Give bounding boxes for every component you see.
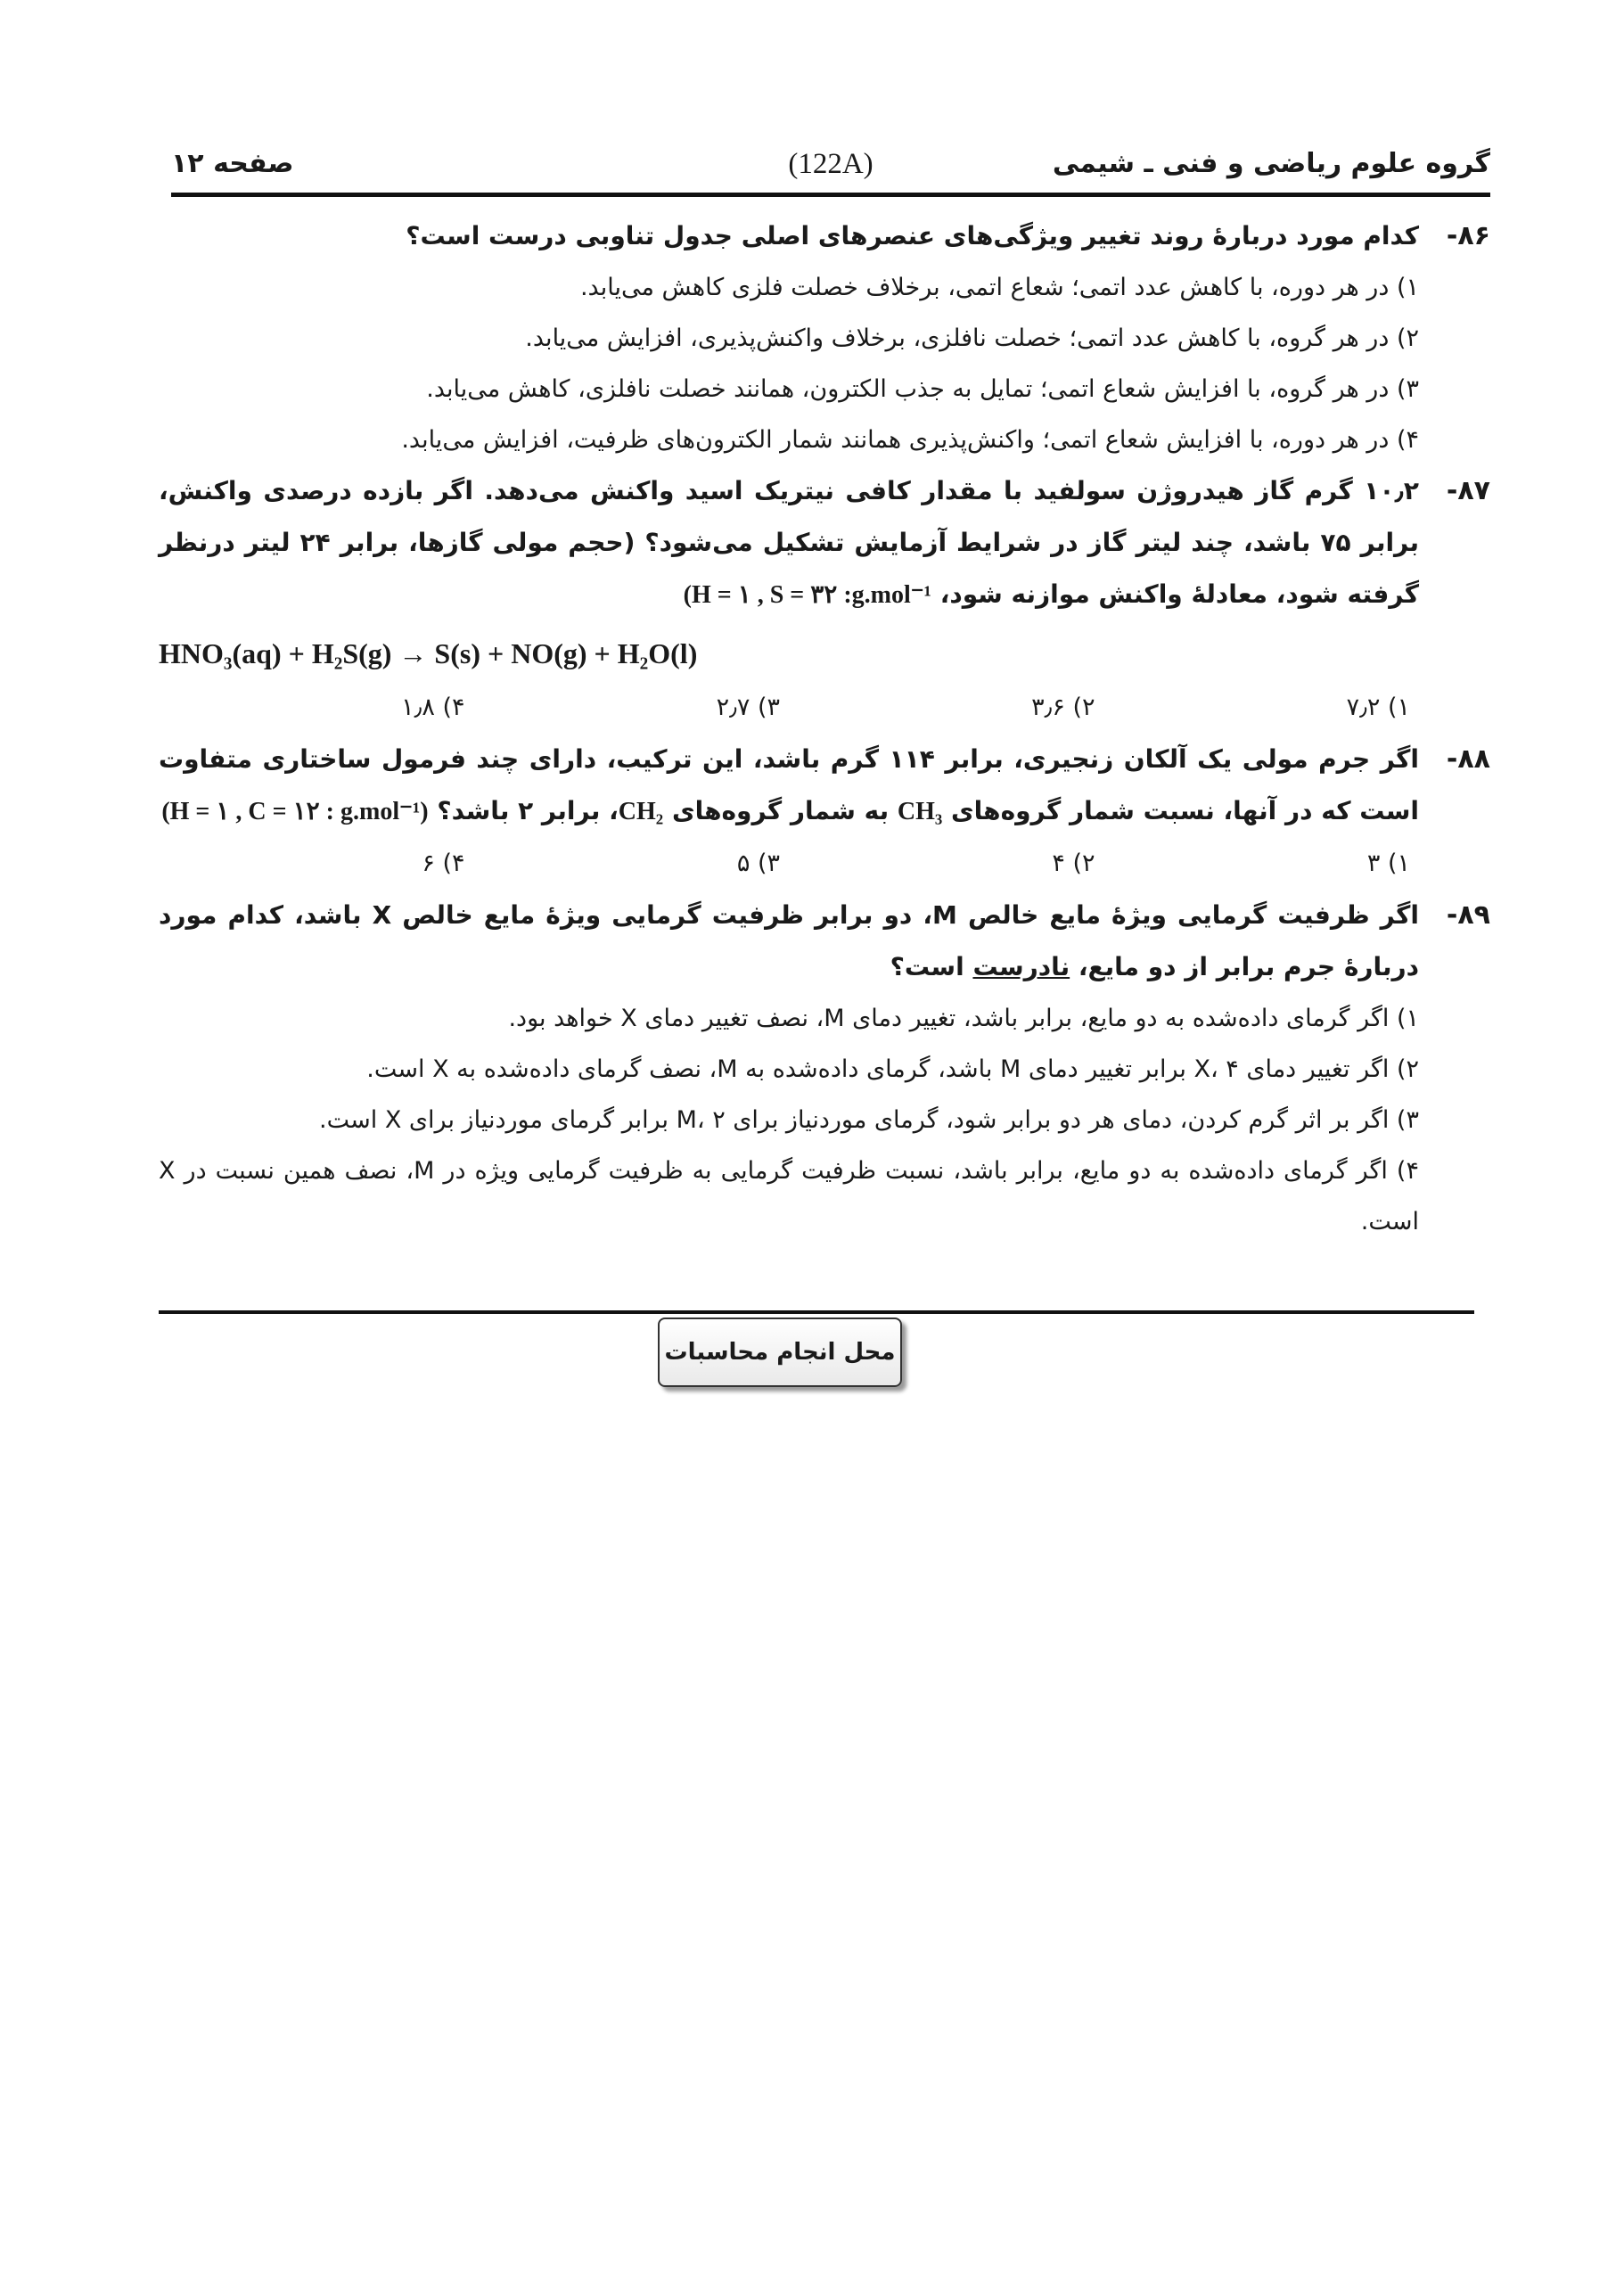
not-correct-keyword: نادرست bbox=[972, 952, 1070, 981]
option-4: ۴) اگر گرمای داده‌شده به دو مایع، برابر باشد، نسبت ظرفیت گرمایی به ظرفیت گرمایی ویژه در M، نصف همین نسبت در X است. bbox=[159, 1157, 1419, 1235]
molar-mass-data: (H = ۱ , C = ۱۲ : g.mol⁻¹) bbox=[161, 798, 429, 825]
option-1: ۱) اگر گرمای داده‌شده به دو مایع، برابر باشد، تغییر دمای M، نصف تغییر دمای X خواهد بود. bbox=[508, 1005, 1419, 1032]
option-2: ۲) ۳٫۶ bbox=[1031, 694, 1095, 721]
question-number: ۸۸- bbox=[1446, 743, 1490, 775]
option-3: ۳) اگر بر اثر گرم کردن، دمای هر دو برابر شود، گرمای موردنیاز برای M، ۲ برابر گرمای موردنیاز برای X است. bbox=[319, 1106, 1419, 1134]
ch2-formula: CH₂ bbox=[618, 798, 664, 825]
booklet-code: (122A) bbox=[788, 148, 874, 180]
option-1: ۱) در هر دوره، با کاهش عدد اتمی؛ شعاع اتمی، برخلاف خصلت فلزی کاهش می‌یابد. bbox=[579, 274, 1419, 301]
option-3: ۳) ۲٫۷ bbox=[716, 694, 780, 721]
question-number: ۸۶- bbox=[1446, 220, 1490, 251]
calculation-area-label: محل انجام محاسبات bbox=[658, 1317, 902, 1387]
question-text: اگر ظرفیت گرمایی ویژهٔ مایع خالص M، دو برابر ظرفیت گرمایی ویژهٔ مایع خالص X باشد، کدام مورد دربارهٔ جرم برابر از دو مایع، نادرست است؟ bbox=[159, 900, 1419, 981]
question-number: ۸۹- bbox=[1446, 899, 1490, 931]
option-4: ۴) در هر دوره، با افزایش شعاع اتمی؛ واکنش‌پذیری همانند شمار الکترون‌های ظرفیت، افزایش می‌یابد. bbox=[401, 426, 1419, 454]
section-divider bbox=[159, 1310, 1474, 1314]
question-88 bbox=[159, 734, 1490, 890]
question-text: کدام مورد دربارهٔ روند تغییر ویژگی‌های عنصرهای اصلی جدول تناوبی درست است؟ bbox=[406, 221, 1419, 250]
option-3: ۳) در هر گروه، با افزایش شعاع اتمی؛ تمایل به جذب الکترون، همانند خصلت نافلزی، کاهش می‌یابد. bbox=[426, 375, 1419, 403]
options-row bbox=[159, 682, 1490, 734]
question-text: اگر جرم مولی یک آلکان زنجیری، برابر ۱۱۴ گرم باشد، این ترکیب، دارای چند فرمول ساختاری متفاوت است که در آنها، نسبت شمار گروه‌های CH₃ به شمار گروه‌های CH₂، برابر ۲ باشد؟ (H = ۱ , C = ۱۲ : g.mol⁻¹) bbox=[159, 744, 1420, 825]
question-87 bbox=[159, 465, 1490, 621]
question-89 bbox=[159, 890, 1490, 1247]
option-4: ۴) ۶ bbox=[422, 850, 465, 877]
question-number: ۸۷- bbox=[1446, 475, 1490, 506]
option-1: ۱) ۷٫۲ bbox=[1346, 694, 1410, 721]
option-1: ۱) ۳ bbox=[1366, 850, 1410, 877]
options-row bbox=[159, 838, 1419, 890]
question-text-main: ۱۰٫۲ گرم گاز هیدروژن سولفید با مقدار کافی نیتریک اسید واکنش می‌دهد. اگر بازده درصدی واکنش، برابر ۷۵ باشد، چند لیتر گاز در شرایط آزمایش تشکیل می‌شود؟ (حجم مولی گازها، برابر ۲۴ لیتر درنظر گرفته شود، معادلهٔ واکنش موازنه شود، bbox=[159, 476, 1419, 609]
option-2: ۲) ۴ bbox=[1052, 850, 1095, 877]
option-2: ۲) در هر گروه، با کاهش عدد اتمی؛ خصلت نافلزی، برخلاف واکنش‌پذیری، افزایش می‌یابد. bbox=[525, 324, 1419, 352]
option-3: ۳) ۵ bbox=[736, 850, 780, 877]
reaction-equation: HNO₃(aq) + H₂S(g) → S(s) + NO(g) + H₂O(l) bbox=[159, 637, 698, 669]
ch3-formula: CH₃ bbox=[897, 798, 943, 825]
molar-mass-data: (H = ۱ , S = ۳۲ :g.mol⁻¹ bbox=[683, 581, 931, 609]
option-2: ۲) اگر تغییر دمای X، ۴ برابر تغییر دمای M باشد، گرمای داده‌شده به M، نصف گرمای داده‌شده به X است. bbox=[366, 1055, 1419, 1083]
question-86 bbox=[159, 210, 1490, 465]
option-4: ۴) ۱٫۸ bbox=[401, 694, 465, 721]
page-header bbox=[171, 143, 1490, 197]
questions-area bbox=[159, 210, 1490, 1247]
question-text bbox=[159, 465, 1419, 621]
header-title: گروه علوم ریاضی و فنی ـ شیمی bbox=[1052, 148, 1490, 179]
page-number: صفحه ۱۲ bbox=[171, 148, 294, 179]
